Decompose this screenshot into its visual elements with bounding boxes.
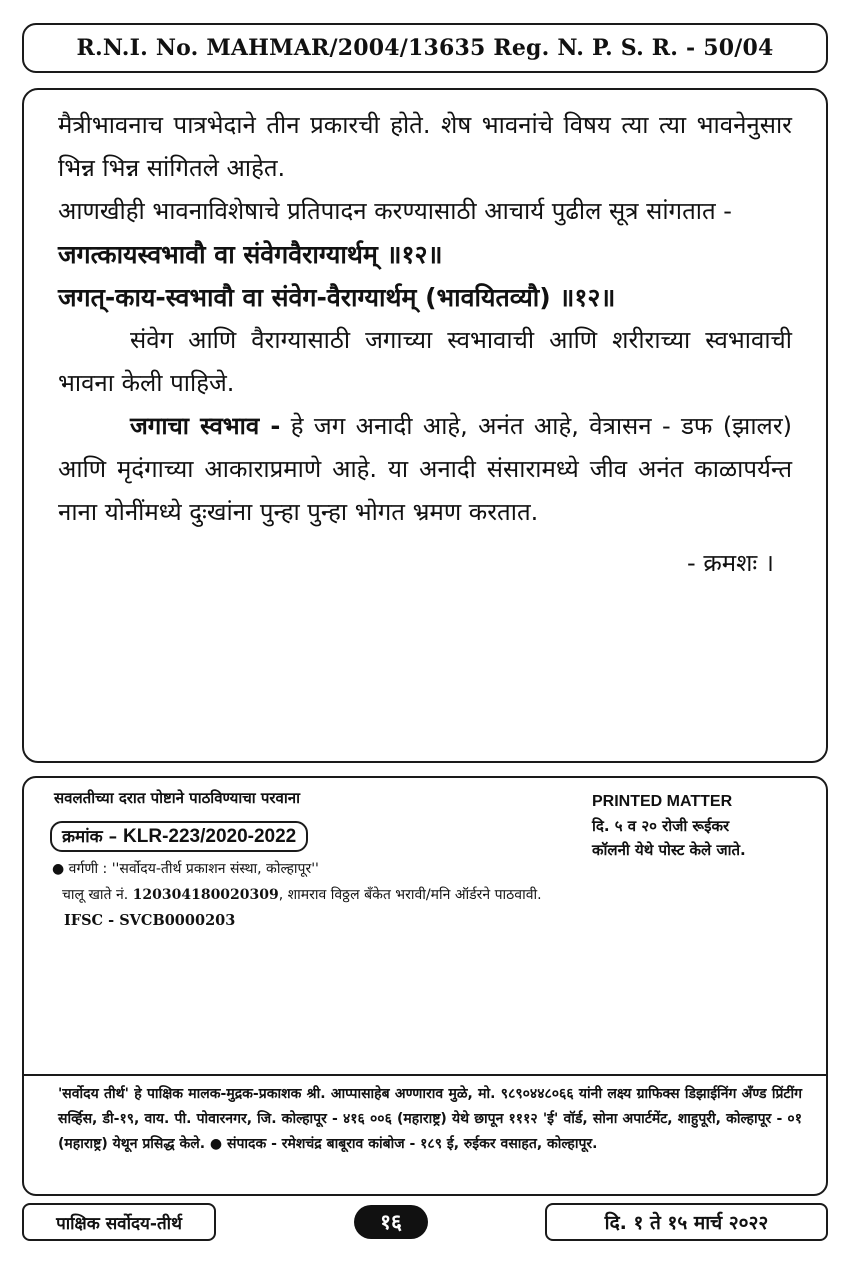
account-prefix: चालू खाते नं. (62, 887, 133, 903)
page-number-text: १६ (380, 1210, 402, 1234)
posting-info (592, 790, 746, 862)
paragraph-4-heading: जगाचा स्वभाव - (130, 412, 281, 440)
printed-matter-label: PRINTED MATTER (592, 793, 733, 810)
license-number: KLR-223/2020-2022 (123, 826, 297, 847)
publisher-text: 'सर्वोदय तीर्थ' हे पाक्षिक मालक-मुद्रक-प्रकाशक श्री. आप्पासाहेब अण्णाराव मुळे, मो. ९८९०४४८०६६ यांनी लक्ष्य ग्राफिक्स डिझाईनिंग अँण्ड प्रिंटींग सर्व्हिस, डी-१९, वाय. पी. पोवारनगर, जि. कोल्हापूर - ४१६ ००६ (महाराष्ट्र) येथे छापून १११२ 'ई' वॉर्ड, सोना अपार्टमेंट, शाहुपूरी, कोल्हापूर - ०१ (महाराष्ट्र) येथून प्रसिद्ध केले. ● संपादक - रमेशचंद्र बाबूराव कांबोज - १८९ ई, रुईकर वसाहत, कोल्हापूर. (58, 1086, 802, 1152)
ifsc-code: IFSC - SVCB0000203 (64, 912, 236, 929)
account-suffix: , शामराव विठ्ठल बँकेत भरावी/मनि ऑर्डरने पाठवावी. (278, 887, 542, 903)
rni-text: R.N.I. No. MAHMAR/2004/13635 Reg. N. P. S. R. - 50/04 (76, 35, 774, 61)
sutra-line-2: जगत्-काय-स्वभावौ वा संवेग-वैराग्यार्थम् (भावयितव्यौ) ॥१२॥ (58, 283, 616, 312)
posting-line-2: कॉलनी येथे पोस्ट केले जाते. (592, 841, 746, 859)
account-number: 120304180020309 (132, 887, 279, 903)
rni-header (22, 23, 828, 73)
posting-line-1: दि. ५ व २० रोजी रूईकर (592, 817, 730, 835)
continued-note: - क्रमशः । (687, 549, 774, 577)
publisher-section (24, 1074, 826, 1157)
paragraph-4 (58, 405, 792, 534)
postal-concession: सवलतीच्या दरात पोष्टाने पाठविण्याचा परवाना (54, 789, 300, 807)
issue-date (545, 1203, 828, 1241)
paragraph-2: आणखीही भावनाविशेषाचे प्रतिपादन करण्यासाठी आचार्य पुढील सूत्र सांगतात - (58, 197, 732, 225)
publication-name-text: पाक्षिक सर्वोदय-तीर्थ (56, 1213, 182, 1234)
page-number (354, 1205, 428, 1239)
paragraph-1: मैत्रीभावनाच पात्रभेदाने तीन प्रकारची होते. शेष भावनांचे विषय त्या त्या भावनेनुसार भिन्न भिन्न सांगितले आहेत. (58, 111, 792, 182)
paragraph-3: संवेग आणि वैराग्यासाठी जगाच्या स्वभावाची आणि शरीराच्या स्वभावाची भावना केली पाहिजे. (58, 326, 792, 397)
license-label: क्रमांक – (62, 827, 118, 847)
publication-name (22, 1203, 216, 1241)
article-box (22, 88, 828, 763)
article-body (58, 104, 792, 585)
sutra-line-1: जगत्कायस्वभावौ वा संवेगवैराग्यार्थम् ॥१२॥ (58, 240, 443, 269)
subscription-line: ● वर्गणी : ''सर्वोदय-तीर्थ प्रकाशन संस्था, कोल्हापूर'' (52, 861, 319, 877)
issue-date-text: दि. १ ते १५ मार्च २०२२ (604, 1212, 769, 1234)
account-line (62, 885, 542, 904)
paragraph-4-body: हे जग अनादी आहे, अनंत आहे, वेत्रासन - डफ (झालर) आणि मृदंगाच्या आकाराप्रमाणे आहे. या अनादी संसारामध्ये जीव अनंत काळापर्यन्त नाना योनींमध्ये दुःखांना पुन्हा पुन्हा भोगत भ्रमण करतात. (58, 412, 792, 526)
postal-info-box (22, 776, 828, 1196)
license-number-badge (50, 821, 308, 852)
